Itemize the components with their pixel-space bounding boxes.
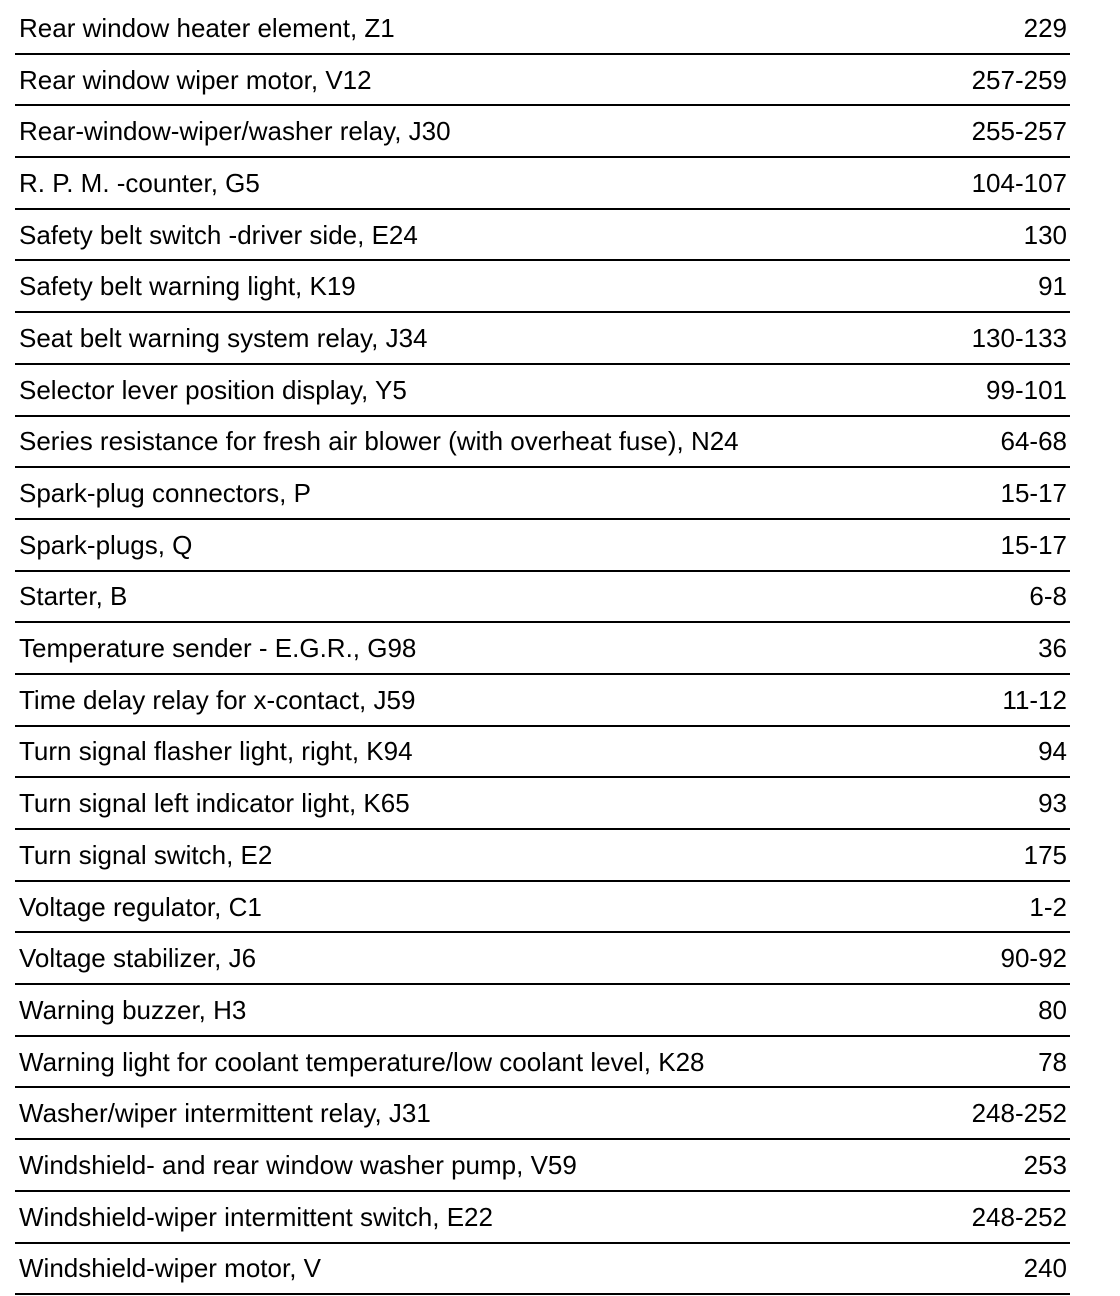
- index-row: [15, 105, 1070, 157]
- page-reference: 94: [944, 726, 1070, 778]
- component-label: Voltage stabilizer, J6: [15, 932, 944, 984]
- index-row: [15, 1139, 1070, 1191]
- page-reference: 104-107: [944, 157, 1070, 209]
- index-row: [15, 260, 1070, 312]
- component-label: R. P. M. -counter, G5: [15, 157, 944, 209]
- index-row: [15, 3, 1070, 54]
- page-reference: 90-92: [944, 932, 1070, 984]
- index-row: [15, 829, 1070, 881]
- index-row: [15, 622, 1070, 674]
- page-reference: 78: [944, 1036, 1070, 1088]
- component-label: Turn signal switch, E2: [15, 829, 944, 881]
- component-label: Turn signal flasher light, right, K94: [15, 726, 944, 778]
- component-label: Starter, B: [15, 571, 944, 623]
- component-label: Rear window heater element, Z1: [15, 3, 944, 54]
- page-reference: 248-252: [944, 1087, 1070, 1139]
- index-row: [15, 1087, 1070, 1139]
- page-reference: 99-101: [944, 364, 1070, 416]
- page-reference: 91: [944, 260, 1070, 312]
- component-label: Warning buzzer, H3: [15, 984, 944, 1036]
- index-row: [15, 674, 1070, 726]
- index-row: [15, 881, 1070, 933]
- component-label: Windshield-wiper intermittent switch, E22: [15, 1191, 944, 1243]
- page-reference: 15-17: [944, 519, 1070, 571]
- page-reference: 64-68: [944, 416, 1070, 468]
- index-row: [15, 364, 1070, 416]
- component-label: Temperature sender - E.G.R., G98: [15, 622, 944, 674]
- index-row: [15, 416, 1070, 468]
- component-label: Warning light for coolant temperature/low coolant level, K28: [15, 1036, 944, 1088]
- page-reference: 130: [944, 209, 1070, 261]
- page-reference: 248-252: [944, 1191, 1070, 1243]
- page-reference: 80: [944, 984, 1070, 1036]
- component-label: Safety belt switch -driver side, E24: [15, 209, 944, 261]
- component-label: Windshield-wiper motor, V: [15, 1243, 944, 1295]
- page-reference: 130-133: [944, 312, 1070, 364]
- index-row: [15, 519, 1070, 571]
- component-label: Turn signal left indicator light, K65: [15, 777, 944, 829]
- component-label: Seat belt warning system relay, J34: [15, 312, 944, 364]
- index-row: [15, 1243, 1070, 1295]
- component-label: Time delay relay for x-contact, J59: [15, 674, 944, 726]
- index-row: [15, 777, 1070, 829]
- index-row: [15, 726, 1070, 778]
- component-label: Windshield- and rear window washer pump, V59: [15, 1139, 944, 1191]
- component-index-table: [15, 3, 1070, 1295]
- page-reference: 253: [944, 1139, 1070, 1191]
- page-reference: 240: [944, 1243, 1070, 1295]
- page-reference: 6-8: [944, 571, 1070, 623]
- component-label: Safety belt warning light, K19: [15, 260, 944, 312]
- index-row: [15, 209, 1070, 261]
- index-row: [15, 1191, 1070, 1243]
- index-row: [15, 54, 1070, 106]
- page-reference: 11-12: [944, 674, 1070, 726]
- index-row: [15, 571, 1070, 623]
- component-label: Selector lever position display, Y5: [15, 364, 944, 416]
- page-reference: 36: [944, 622, 1070, 674]
- component-label: Series resistance for fresh air blower (with overheat fuse), N24: [15, 416, 944, 468]
- page-reference: 255-257: [944, 105, 1070, 157]
- page-reference: 175: [944, 829, 1070, 881]
- index-row: [15, 932, 1070, 984]
- component-label: Spark-plugs, Q: [15, 519, 944, 571]
- page-reference: 15-17: [944, 467, 1070, 519]
- index-row: [15, 984, 1070, 1036]
- component-label: Rear window wiper motor, V12: [15, 54, 944, 106]
- page-reference: 93: [944, 777, 1070, 829]
- component-label: Voltage regulator, C1: [15, 881, 944, 933]
- page-reference: 1-2: [944, 881, 1070, 933]
- index-row: [15, 312, 1070, 364]
- component-label: Rear-window-wiper/washer relay, J30: [15, 105, 944, 157]
- index-row: [15, 157, 1070, 209]
- page-reference: 257-259: [944, 54, 1070, 106]
- component-label: Washer/wiper intermittent relay, J31: [15, 1087, 944, 1139]
- component-label: Spark-plug connectors, P: [15, 467, 944, 519]
- index-row: [15, 467, 1070, 519]
- page-reference: 229: [944, 3, 1070, 54]
- index-row: [15, 1036, 1070, 1088]
- component-index-body: [15, 3, 1070, 1294]
